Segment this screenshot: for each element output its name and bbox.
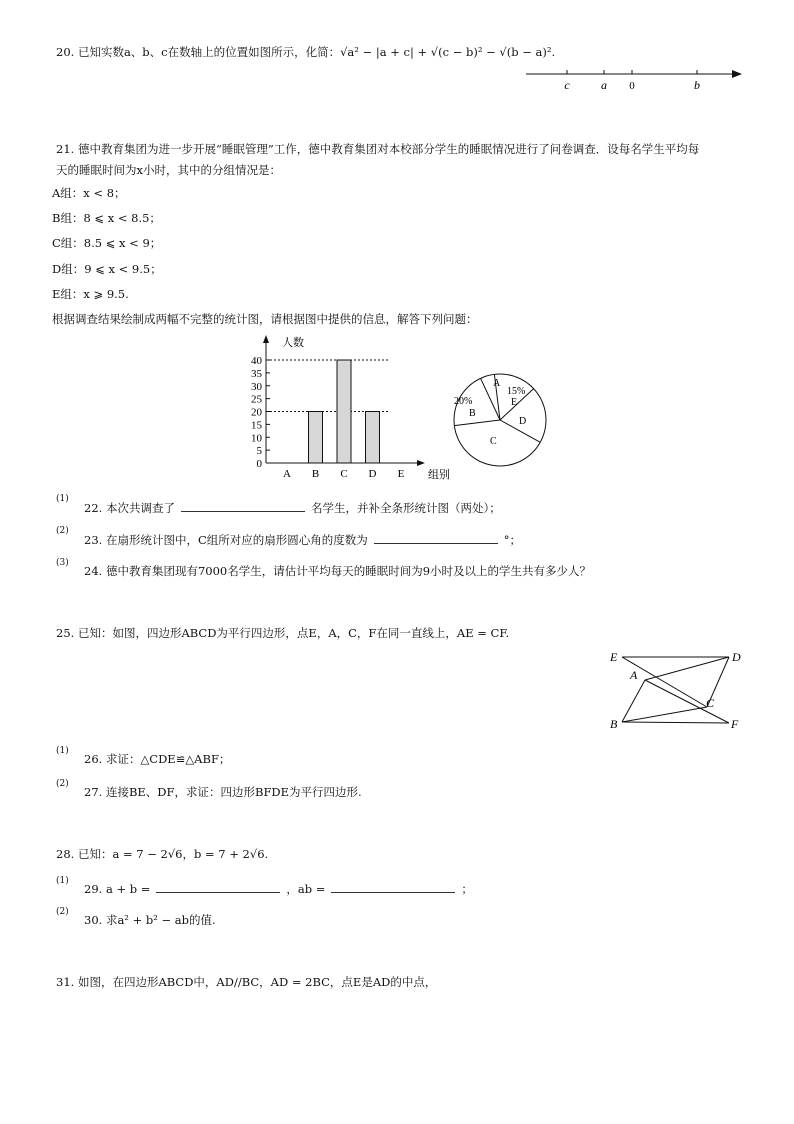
bar-chart: [222, 332, 450, 482]
question-24: 24. 德中教育集团现有7000名学生，请估计平均每天的睡眠时间为9小时及以上的学生共有多少人？: [84, 564, 592, 578]
bar-ytick-label-15: 15: [251, 419, 262, 432]
question-22: [84, 499, 501, 516]
segment-bf: [622, 722, 729, 723]
bar-ytick-label-35: 35: [251, 367, 262, 380]
bar-ytick-label-20: 20: [251, 406, 262, 419]
number-line: [520, 64, 750, 94]
bar-ylabel: 人数: [282, 337, 304, 349]
sub-number-24: (3): [56, 558, 69, 568]
sub-number-26: (1): [56, 746, 69, 756]
bar-ytick-label-25: 25: [251, 393, 262, 406]
numberline-label-c: c: [564, 78, 570, 92]
sub-number-22: (1): [56, 494, 69, 504]
pie-label-a: A: [493, 378, 501, 389]
question-23-before: 23. 在扇形统计图中，C组所对应的扇形圆心角的度数为: [84, 533, 368, 547]
group-c: C组：8.5 ⩽ x < 9；: [52, 236, 162, 250]
question-22-before: 22. 本次共调查了: [84, 501, 175, 515]
question-30: 30. 求a² + b² − ab的值.: [84, 913, 216, 927]
bar-B: [309, 412, 323, 464]
segment-ba: [622, 680, 645, 722]
pie-label-b: B: [469, 408, 476, 419]
bar-category-label-A: A: [283, 468, 291, 480]
parallelogram-figure: [606, 646, 750, 732]
point-label-f: F: [731, 717, 739, 731]
bar-category-label-C: C: [340, 468, 348, 480]
question-28-text: 28. 已知：a = 7 − 2√6，b = 7 + 2√6.: [56, 847, 269, 861]
question-20-text: 20. 已知实数a、b、c在数轴上的位置如图所示，化简：√a² − |a + c| + √(c − b)² − √(b − a)².: [56, 45, 556, 59]
bar-series: [309, 360, 380, 463]
bar-ytick-label-10: 10: [251, 432, 262, 445]
bar-category-label-E: E: [397, 468, 405, 480]
bar-ytick-label-0: 0: [256, 458, 262, 470]
numberline-label-a: a: [601, 78, 607, 92]
answer-blank-22[interactable]: [181, 499, 305, 512]
question-29-before: 29. a + b =: [84, 882, 151, 896]
question-27: 27. 连接BE、DF，求证：四边形BFDE为平行四边形.: [84, 785, 362, 799]
question-26: 26. 求证：△CDE≌△ABF；: [84, 752, 231, 766]
question-31-text: 31. 如图，在四边形ABCD中，AD//BC，AD = 2BC，点E是AD的中点，: [56, 975, 437, 989]
question-21-intro: 根据调查结果绘制成两幅不完整的统计图，请根据图中提供的信息，解答下列问题：: [52, 312, 478, 326]
answer-blank-29-product[interactable]: [331, 880, 455, 893]
segment-ad: [645, 657, 729, 680]
question-29: [84, 880, 473, 897]
bar-y-arrow-icon: [263, 335, 269, 343]
answer-blank-23[interactable]: [374, 531, 498, 544]
bar-x-arrow-icon: [417, 460, 425, 466]
question-23-after: °；: [503, 533, 521, 547]
point-label-a: A: [630, 668, 638, 682]
sub-number-23: (2): [56, 526, 69, 536]
pie-label-b-percent: 20%: [454, 396, 473, 407]
bar-xlabel: 组别: [428, 469, 450, 481]
group-a: A组：x < 8；: [52, 186, 126, 200]
group-b: B组：8 ⩽ x < 8.5；: [52, 211, 161, 225]
number-line-arrow-icon: [732, 70, 742, 78]
pie-label-d: D: [519, 416, 527, 427]
bar-ytick-label-5: 5: [256, 445, 262, 458]
point-label-b: B: [610, 717, 618, 731]
question-23: [84, 531, 521, 548]
sub-number-27: (2): [56, 779, 69, 789]
question-22-after: 名学生，并补全条形统计图（两处）；: [310, 501, 501, 515]
point-label-d: D: [732, 650, 741, 664]
bar-C: [337, 360, 351, 463]
point-label-e: E: [610, 650, 618, 664]
question-21-line1: 21. 德中教育集团为进一步开展“睡眠管理”工作，德中教育集团对本校部分学生的睡眠情况进行了问卷调查．设每名学生平均每: [56, 142, 700, 156]
segment-bc: [622, 707, 707, 722]
bar-ytick-label-40: 40: [251, 355, 262, 367]
group-d: D组：9 ⩽ x < 9.5；: [52, 262, 162, 276]
bar-category-label-B: B: [311, 468, 320, 480]
question-29-mid: ，ab =: [286, 882, 326, 896]
numberline-label-zero: 0: [629, 80, 635, 92]
bar-ytick-label-30: 30: [251, 380, 262, 393]
pie-label-e: E: [511, 397, 518, 408]
answer-blank-29-sum[interactable]: [156, 880, 280, 893]
point-label-c: C: [706, 696, 715, 710]
pie-label-e-percent: 15%: [507, 386, 526, 397]
bar-category-label-D: D: [368, 468, 377, 480]
numberline-label-b: b: [694, 78, 700, 92]
sub-number-29: (1): [56, 876, 69, 886]
group-e: E组：x ⩾ 9.5.: [52, 287, 129, 301]
bar-grid: [266, 360, 389, 412]
pie-chart: [448, 368, 554, 474]
bar-D: [366, 412, 380, 464]
question-21-line2: 天的睡眠时间为x小时，其中的分组情况是：: [56, 163, 281, 177]
question-25-text: 25. 已知：如图，四边形ABCD为平行四边形，点E，A，C，F在同一直线上，AE = CF.: [56, 626, 510, 640]
sub-number-30: (2): [56, 907, 69, 917]
pie-label-c: C: [490, 436, 497, 447]
question-29-after: ；: [461, 882, 473, 896]
